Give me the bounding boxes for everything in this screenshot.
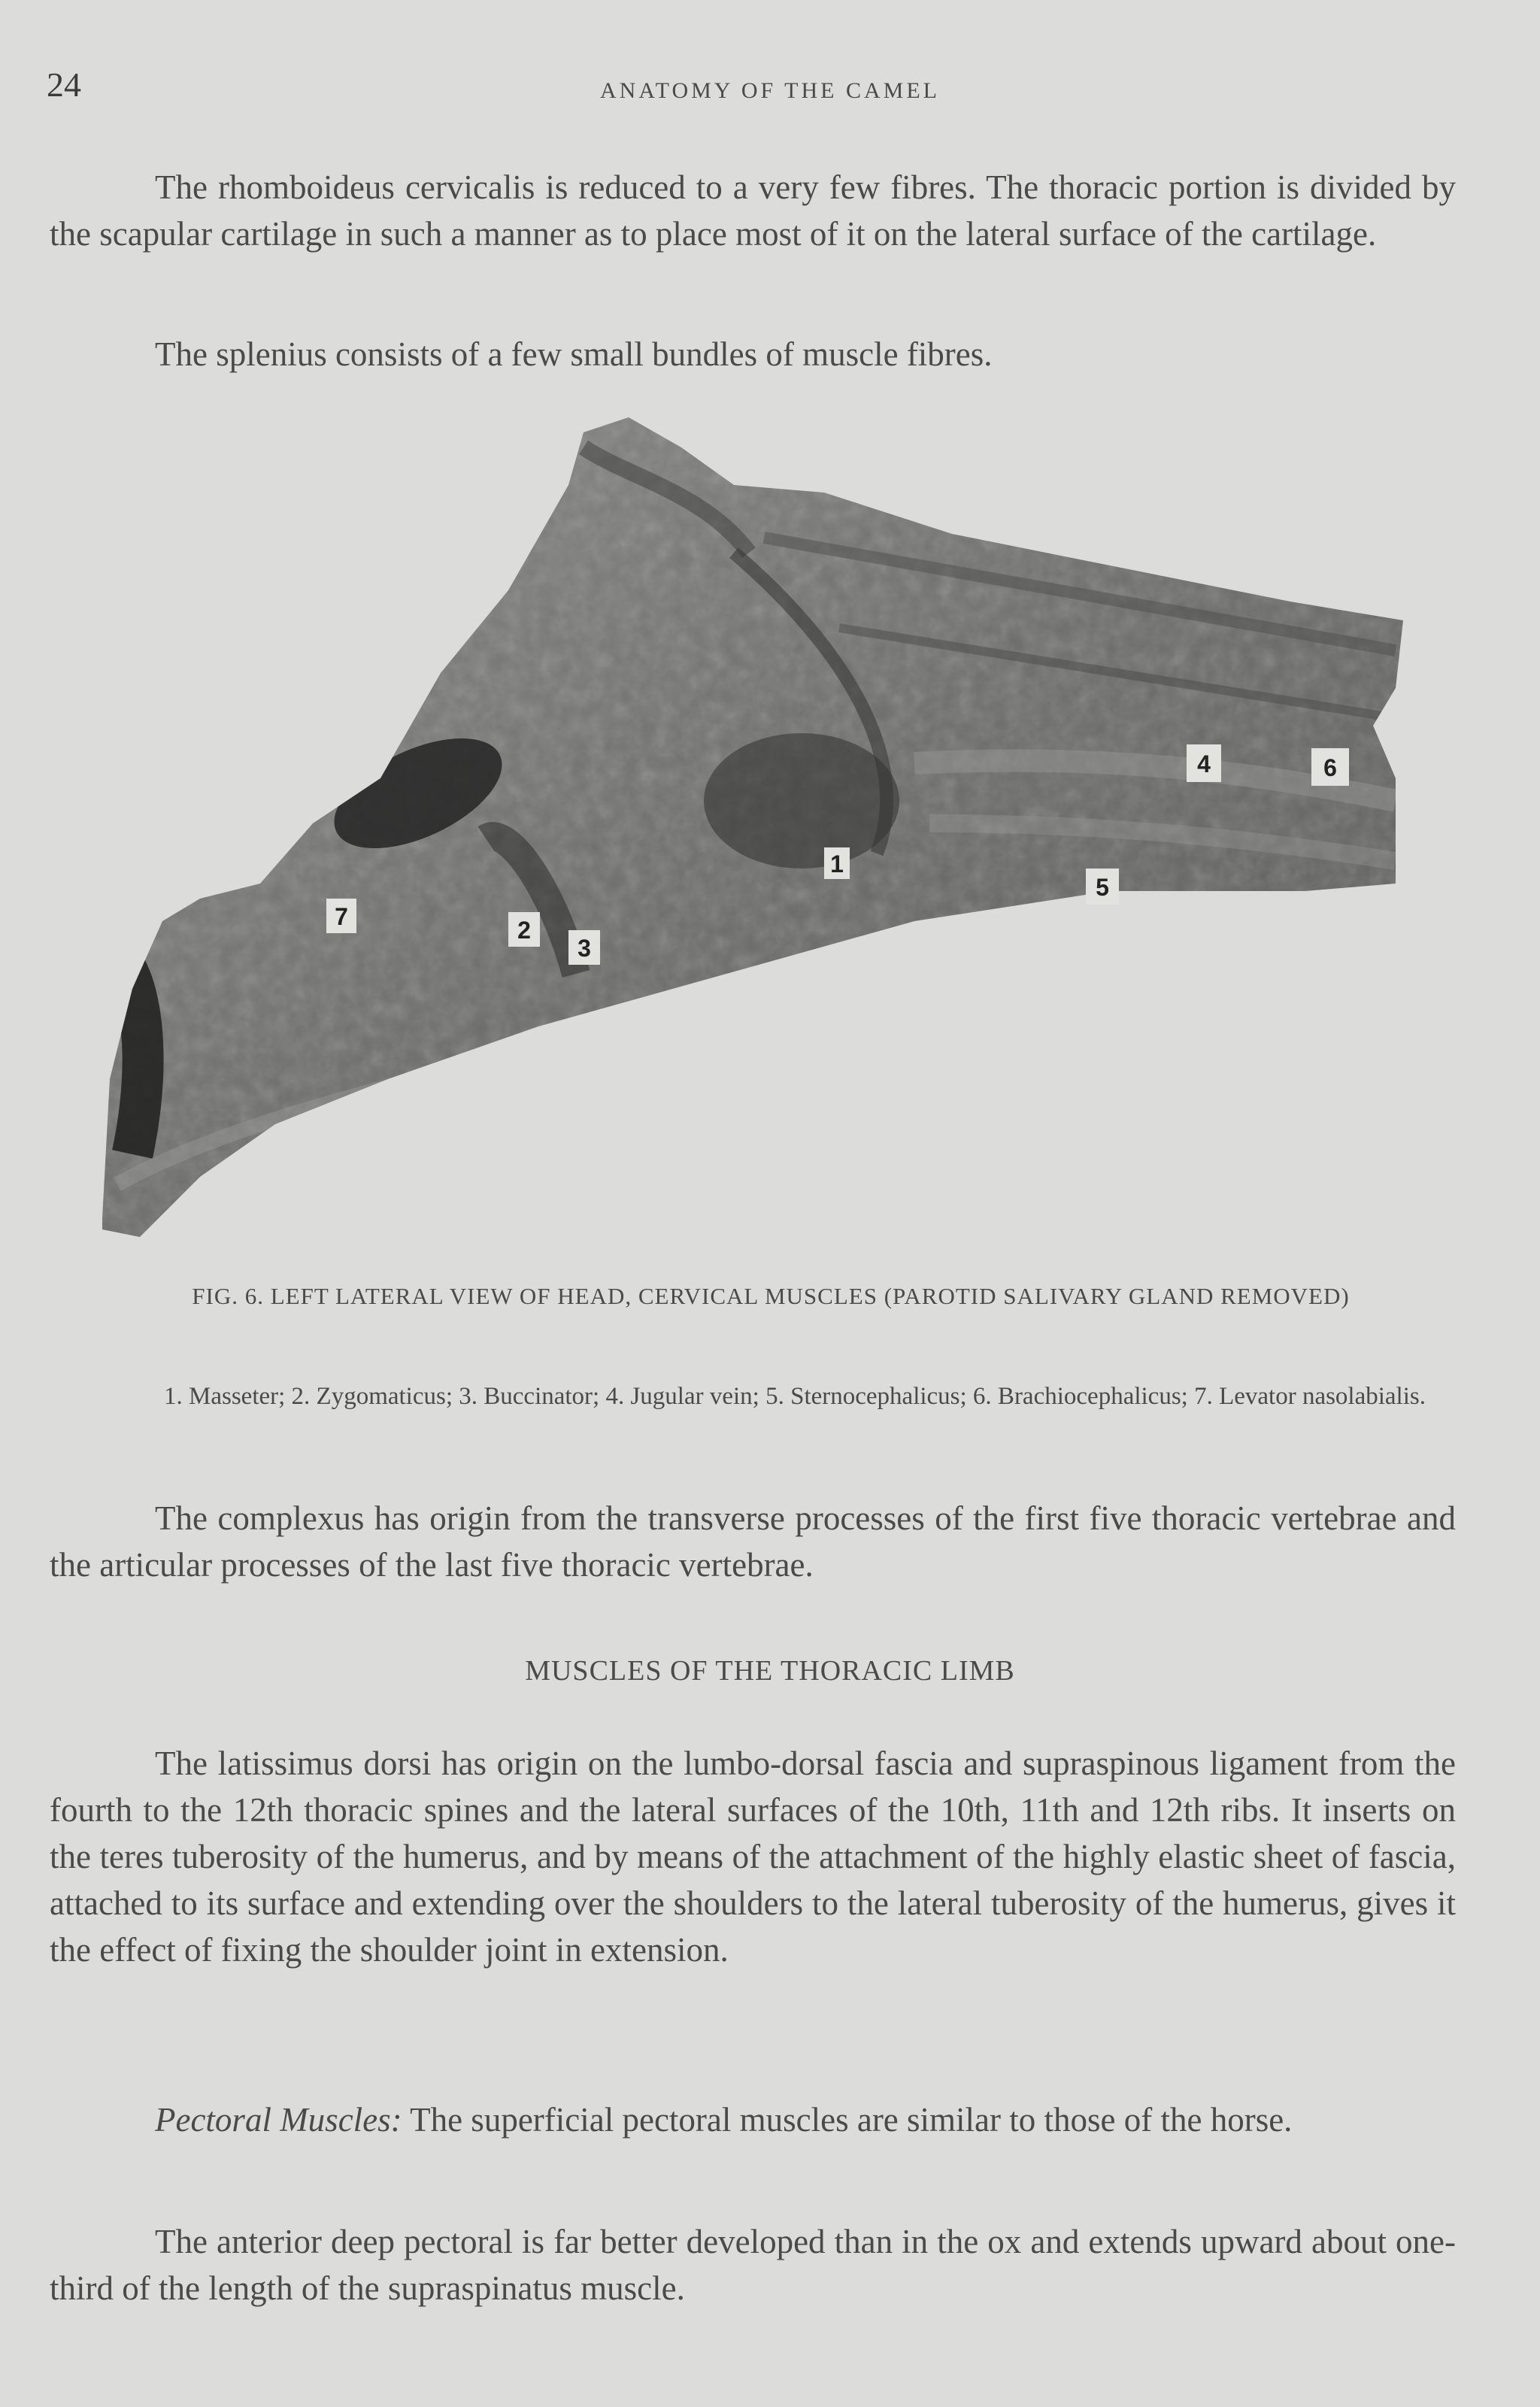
label-3 (568, 930, 600, 965)
paragraph-latissimus: The latissimus dorsi has origin on the lumbo-dorsal fascia and supraspinous ligament from the fourth to the 12th thoracic spines and the lateral surfaces of the 10th, 11th and 12th ribs. It inserts on the teres tuberosity of the humerus, and by means of the attachment of the highly elastic sheet of fascia, attached to its surface and extending over the shoulders to the lateral tuberosity of the humerus, gives it the effect of fixing the shoulder joint in extension. (50, 1745, 1456, 1969)
page-number: 24 (47, 65, 81, 104)
svg-text:7: 7 (335, 903, 348, 930)
label-5 (1086, 869, 1119, 905)
label-7 (326, 899, 356, 933)
svg-text:4: 4 (1197, 750, 1211, 778)
pectoral-muscles-heading: Pectoral Muscles: (155, 2101, 402, 2139)
paragraph-pectoral: Pectoral Muscles: The superficial pectoral muscles are similar to those of the horse. (155, 2101, 1293, 2139)
svg-text:6: 6 (1323, 754, 1337, 781)
paragraph-rhomboideus: The rhomboideus cervicalis is reduced to a very few fibres. The thoracic portion is divided by the scapular cartilage in such a manner as to place most of it on the lateral surface of the cartilage. (50, 168, 1456, 253)
section-heading: MUSCLES OF THE THORACIC LIMB (525, 1655, 1015, 1687)
running-head: ANATOMY OF THE CAMEL (600, 78, 940, 103)
label-6 (1311, 748, 1349, 786)
paragraph-splenius: The splenius consists of a few small bundles of muscle fibres. (155, 335, 993, 373)
figure-caption: FIG. 6. LEFT LATERAL VIEW OF HEAD, CERVICAL MUSCLES (PAROTID SALIVARY GLAND REMOVED) (192, 1283, 1350, 1309)
label-2 (508, 912, 540, 947)
label-4 (1187, 744, 1221, 782)
label-1 (824, 847, 850, 879)
paragraph-deep-pectoral: The anterior deep pectoral is far better developed than in the ox and extends upward about one-third of the length of the supraspinatus muscle. (50, 2223, 1456, 2307)
figure-legend: 1. Masseter; 2. Zygomaticus; 3. Buccinator; 4. Jugular vein; 5. Sternocephalicus; 6. Brachiocephalicus; 7. Levator nasolabialis. (164, 1383, 1426, 1410)
svg-text:5: 5 (1096, 874, 1109, 901)
svg-text:2: 2 (517, 917, 531, 944)
svg-text:3: 3 (578, 935, 591, 962)
svg-text:1: 1 (830, 850, 844, 878)
camel-head-figure (87, 402, 1418, 1252)
head-specimen (87, 402, 1418, 1252)
paragraph-complexus: The complexus has origin from the transverse processes of the first five thoracic vertebrae and the articular processes of the last five thoracic vertebrae. (50, 1499, 1456, 1584)
